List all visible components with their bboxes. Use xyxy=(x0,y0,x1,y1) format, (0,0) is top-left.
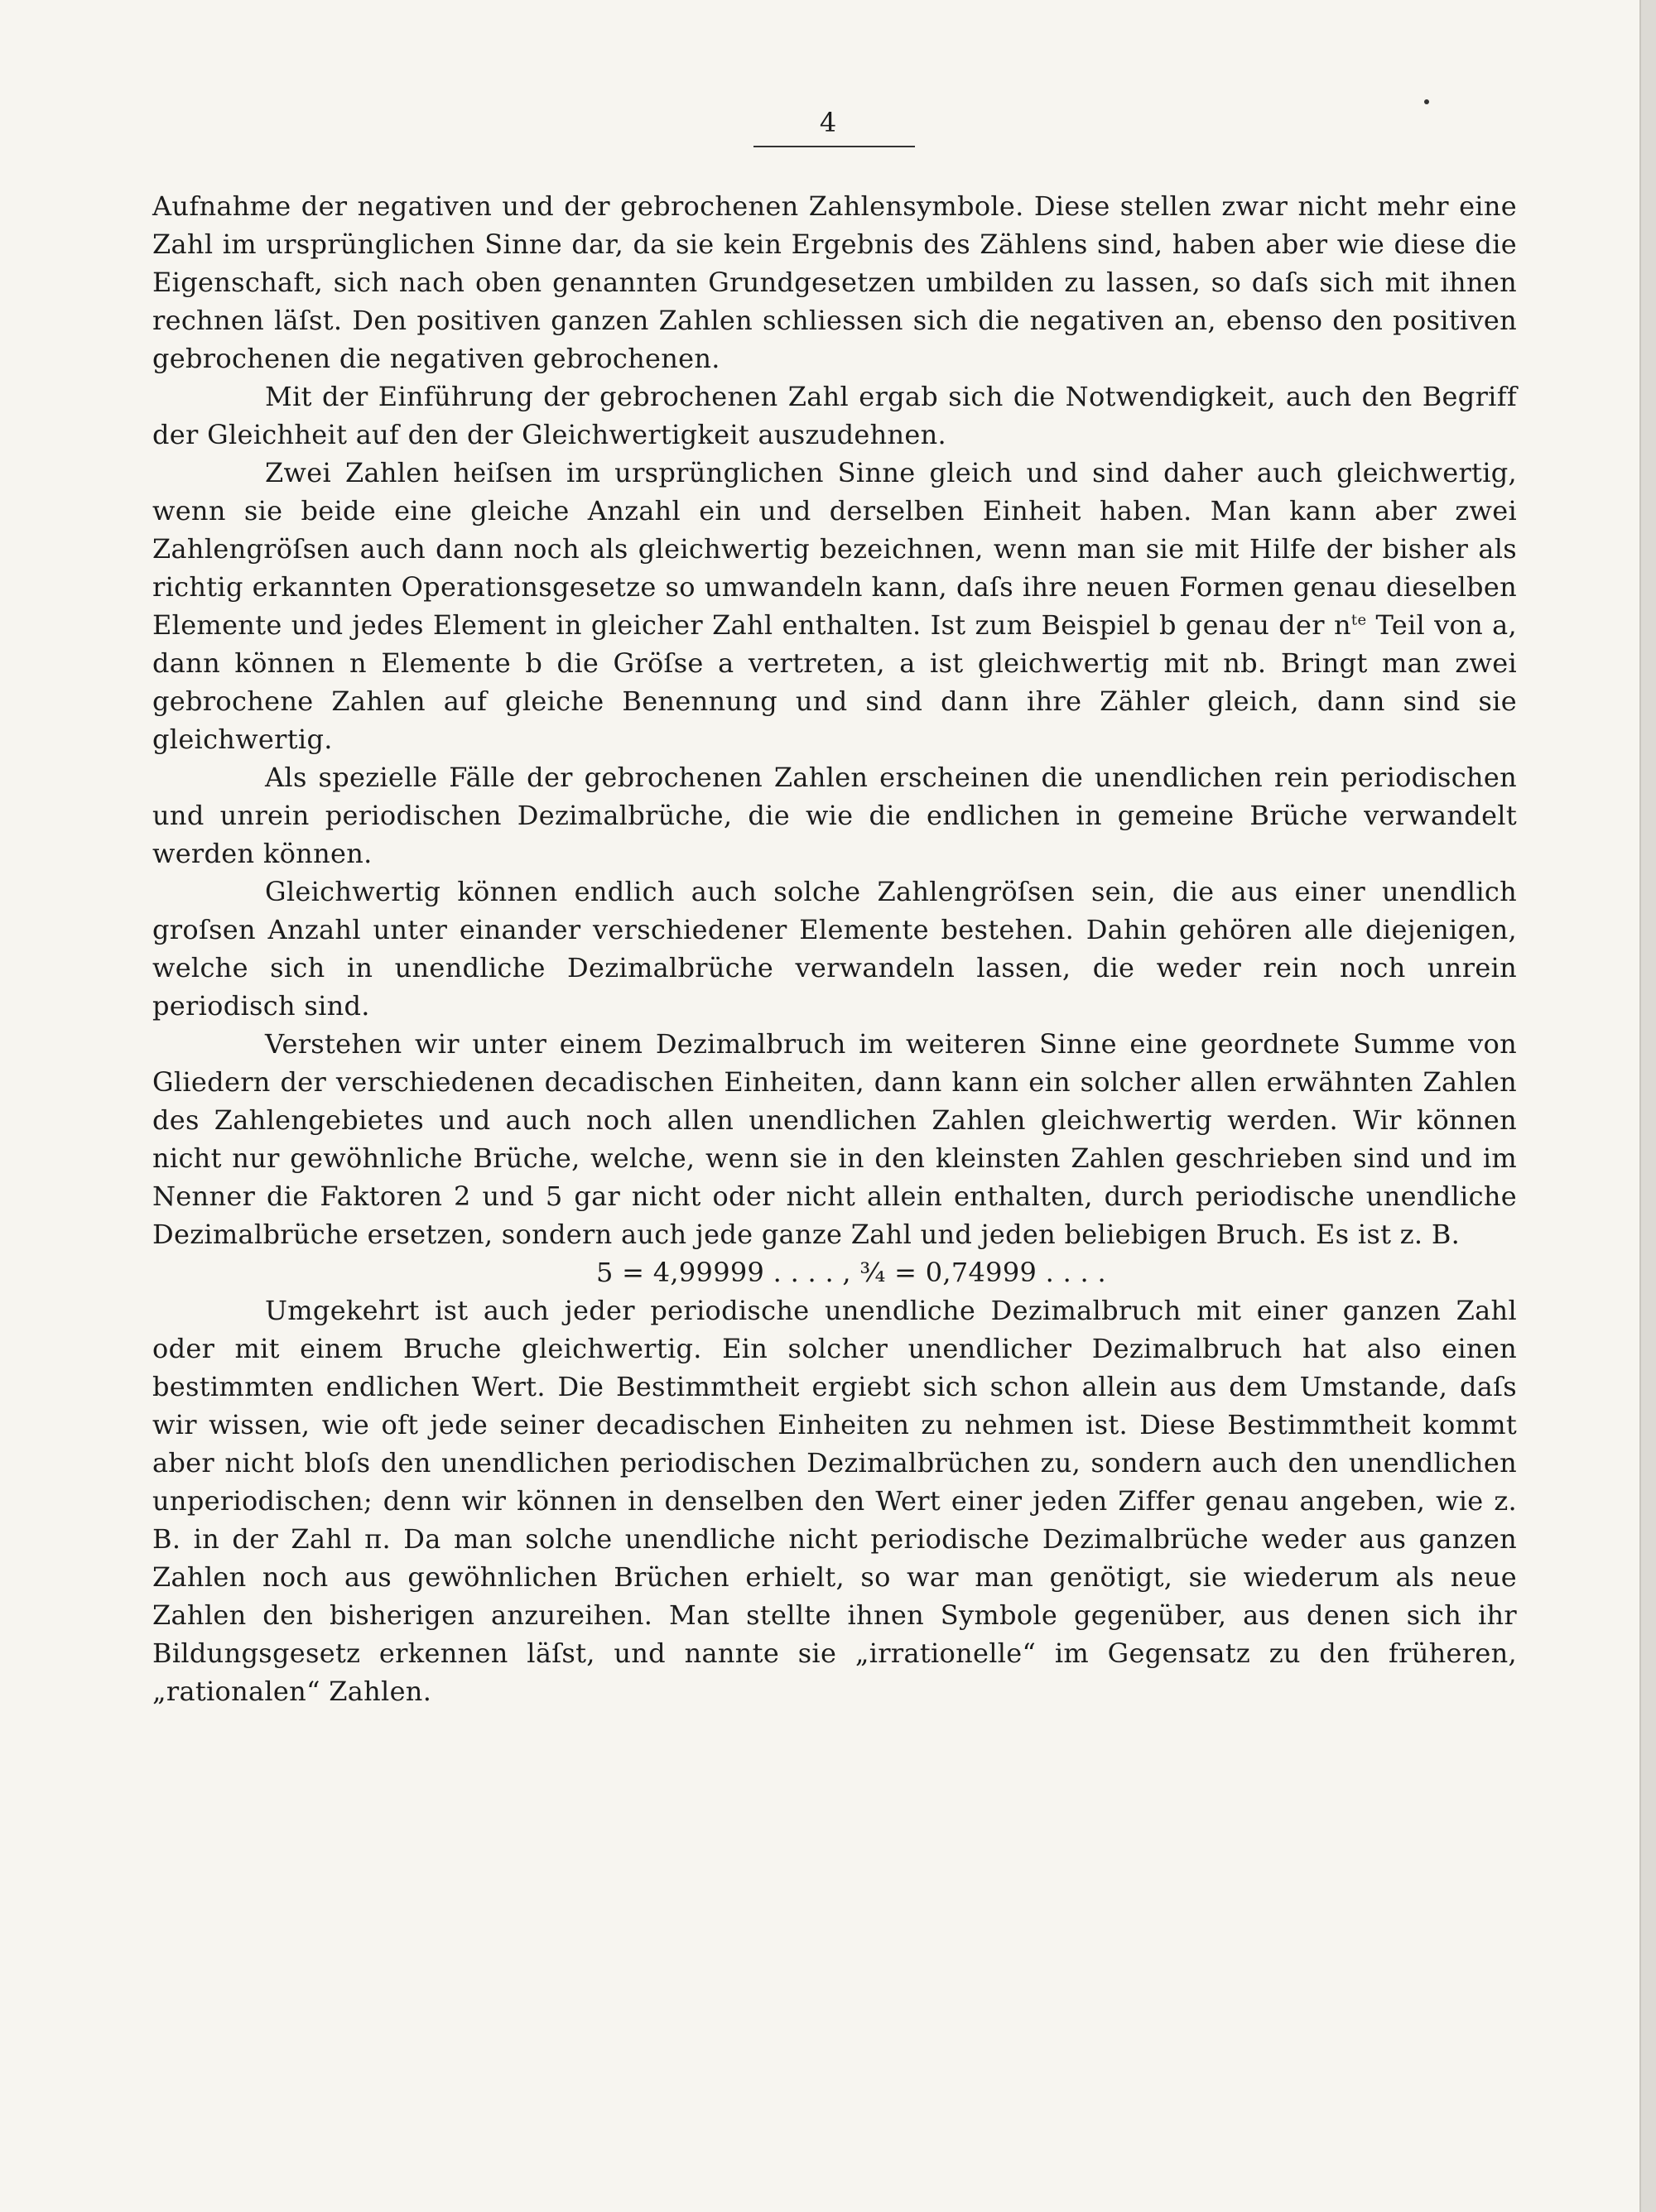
paragraph: Umgekehrt ist auch jeder periodische unendliche Dezimalbruch mit einer ganzen Zahl oder mit einem Bruche gleichwertig. Ein solcher unendlicher Dezimalbruch hat also einen bestimmten endlichen Wert. Die Bestimmtheit ergiebt sich schon allein aus dem Umstande, daſs wir wissen, wie oft jede seiner decadischen Einheiten zu nehmen ist. Diese Bestimmtheit kommt aber nicht bloſs den unendlichen periodischen Dezimalbrüchen zu, sondern auch den unendlichen unperiodischen; denn wir können in denselben den Wert einer jeden Ziffer genau angeben, wie z. B. in der Zahl π. Da man solche unendliche nicht periodische Dezimalbrüche weder aus ganzen Zahlen noch aus gewöhnlichen Brüchen erhielt, so war man genötigt, sie wiederum als neue Zahlen den bisherigen anzureihen. Man stellte ihnen Symbole gegenüber, aus denen sich ihr Bildungsgesetz erkennen läſst, und nannte sie „irrationelle“ im Gegensatz zu den früheren, „rationalen“ Zahlen. xyxy=(152,1295,1517,1707)
paragraph xyxy=(152,454,1517,758)
formula: 5 = 4,99999 . . . . , ¾ = 0,74999 . . . . xyxy=(596,1257,1106,1288)
page-edge xyxy=(1639,0,1656,2212)
page-number-rule xyxy=(753,146,915,147)
paragraph: Mit der Einführung der gebrochenen Zahl ergab sich die Notwendigkeit, auch den Begriff der Gleichheit auf den der Gleichwertigkeit auszudehnen. xyxy=(152,381,1517,450)
paragraph: Als spezielle Fälle der gebrochenen Zahlen erscheinen die unendlichen rein periodischen und unrein periodischen Dezimalbrüche, die wie die endlichen in gemeine Brüche verwandelt werden können. xyxy=(152,762,1517,869)
page-number: 4 xyxy=(819,107,837,138)
paragraph: Gleichwertig können endlich auch solche Zahlengröſsen sein, die aus einer unendlich groſsen Anzahl unter einander verschiedener Elemente bestehen. Dahin gehören alle diejenigen, welche sich in unendliche Dezimalbrüche verwandeln lassen, die weder rein noch unrein periodisch sind. xyxy=(152,876,1517,1022)
body-text xyxy=(152,187,1517,1710)
ink-dot xyxy=(1424,99,1429,104)
paragraph-text: Teil von a, dann können n Elemente b die Gröſse a vertreten, a ist gleichwertig mit nb. Bringt man zwei gebrochene Zahlen auf gleiche Benennung und sind dann ihre Zähler gleich, dann sind sie gleichwertig. xyxy=(152,609,1517,755)
paragraph: Aufnahme der negativen und der gebrochenen Zahlensymbole. Diese stellen zwar nicht mehr eine Zahl im ursprünglichen Sinne dar, da sie kein Ergebnis des Zählens sind, haben aber wie diese die Eigenschaft, sich nach oben genannten Grundgesetzen umbilden zu lassen, so daſs sich mit ihnen rechnen läſst. Den positiven ganzen Zahlen schliessen sich die negativen an, ebenso den positiven gebrochenen die negativen gebrochenen. xyxy=(152,190,1517,374)
ordinal-superscript: te xyxy=(1350,611,1367,629)
paragraph: Verstehen wir unter einem Dezimalbruch im weiteren Sinne eine geordnete Summe von Gliedern der verschiedenen decadischen Einheiten, dann kann ein solcher allen erwähnten Zahlen des Zahlengebietes und auch noch allen unendlichen Zahlen gleichwertig werden. Wir können nicht nur gewöhnliche Brüche, welche, wenn sie in den kleinsten Zahlen geschrieben sind und im Nenner die Faktoren 2 und 5 gar nicht oder nicht allein enthalten, durch periodische unendliche Dezimalbrüche ersetzen, sondern auch jede ganze Zahl und jeden beliebigen Bruch. Es ist z. B. xyxy=(152,1028,1517,1250)
paragraph-text: Zwei Zahlen heiſsen im ursprünglichen Sinne gleich und sind daher auch gleichwertig, wenn sie beide eine gleiche Anzahl ein und derselben Einheit haben. Man kann aber zwei Zahlengröſsen auch dann noch als gleichwertig bezeichnen, wenn man sie mit Hilfe der bisher als richtig erkannten Operationsgesetze so umwandeln kann, daſs ihre neuen Formen genau dieselben Elemente und jedes Element in gleicher Zahl enthalten. Ist zum Beispiel b genau der n xyxy=(152,457,1517,641)
